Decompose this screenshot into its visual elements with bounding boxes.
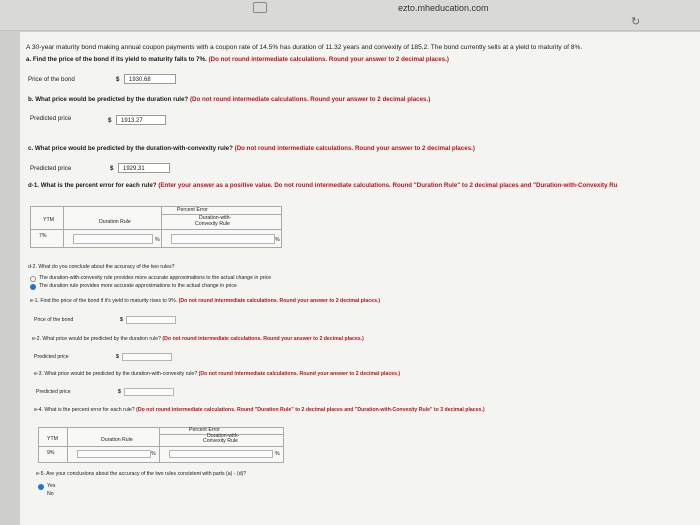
part-d1-instruction: (Enter your answer as a positive value. Do not round intermediate calculations. Round "Duration Rule" to 2 decimal places and "Duration-with-Convexity Ru [158, 182, 618, 189]
convexity-error-input-1[interactable] [171, 234, 275, 244]
price-label: Price of the bond [28, 76, 75, 83]
part-a-prompt [26, 56, 449, 64]
currency-sign: $ [110, 165, 114, 172]
table2-percent-error-header: Percent Error [189, 427, 220, 433]
part-b-prompt [28, 96, 430, 104]
part-e2-instruction: (Do not round intermediate calculations. Round your answer to 2 decimal places.) [162, 336, 364, 342]
e3-predicted-label: Predicted price [36, 389, 71, 395]
currency-sign: $ [116, 354, 119, 360]
e1-price-label: Price of the bond [34, 317, 74, 323]
price-input-c[interactable]: 1929.31 [118, 163, 170, 173]
percent-sign: % [275, 237, 280, 243]
table-divider [39, 446, 283, 447]
table1-convexity-header-2: Convexity Rule [195, 221, 230, 227]
price-input-b[interactable]: 1913.27 [116, 115, 166, 125]
e5-yes-radio[interactable] [38, 484, 44, 490]
percent-sign: % [275, 451, 280, 457]
part-b-instruction: (Do not round intermediate calculations. Round your answer to 2 decimal places.) [189, 96, 431, 103]
part-a-text: a. Find the price of the bond if its yield to maturity falls to 7%. [26, 56, 207, 63]
table2-ytm-value: 9% [47, 450, 55, 456]
part-e4-instruction: (Do not round intermediate calculations. Round "Duration Rule" to 2 decimal places and "Duration-with-Convexity Rule" to 3 decimal places.) [136, 407, 485, 413]
table-divider [63, 207, 64, 247]
part-e3-instruction: (Do not round intermediate calculations. Round your answer to 2 decimal places.) [198, 371, 401, 377]
currency-sign: $ [118, 389, 121, 395]
part-a-instruction: (Do not round intermediate calculations. Round your answer to 2 decimal places.) [208, 56, 449, 63]
percent-sign: % [155, 237, 160, 243]
table1-ytm-header: YTM [43, 217, 54, 223]
part-b-text: b. What price would be predicted by the duration rule? [28, 96, 189, 103]
e2-predicted-label: Predicted price [34, 354, 69, 360]
duration-error-input-2[interactable] [77, 450, 151, 458]
d2-option-2-radio[interactable] [30, 284, 36, 290]
part-e4-prompt [34, 407, 485, 414]
percent-error-table-2 [38, 427, 284, 463]
percent-error-table-1 [30, 206, 282, 248]
part-e1-instruction: (Do not round intermediate calculations. Round your answer to 2 decimal places.) [178, 298, 381, 304]
d2-option-1-radio[interactable] [30, 276, 36, 282]
part-e1-text: e-1. Find the price of the bond if it's yield to maturity rises to 9%. [30, 298, 178, 304]
e5-yes-label: Yes [47, 483, 56, 489]
question-intro: A 30-year maturity bond making annual coupon payments with a coupon rate of 14.5% has duration of 11.32 years and convexity of 185.2. The bond currently sells at a yield to maturity of 8%. [26, 44, 583, 51]
part-e3-prompt [34, 371, 400, 378]
d2-option-1-label: The duration-with-convexity rule provides more accurate approximations to the actual change in price [39, 275, 272, 281]
part-c-prompt [28, 145, 475, 153]
table-divider [67, 428, 68, 462]
table-divider [159, 428, 160, 462]
price-input-e1[interactable] [126, 316, 176, 324]
part-e4-text: e-4. What is the percent error for each rule? [34, 407, 135, 413]
part-c-text: c. What price would be predicted by the duration-with-convexity rule? [28, 145, 233, 152]
percent-sign: % [151, 451, 156, 457]
tabs-icon[interactable] [253, 2, 267, 13]
part-d1-prompt [28, 182, 618, 190]
address-bar[interactable]: ezto.mheducation.com [398, 3, 489, 13]
table-divider [161, 207, 162, 247]
table2-convexity-header-2: Convexity Rule [203, 438, 238, 444]
currency-sign: $ [116, 76, 120, 83]
part-e1-prompt [30, 298, 380, 305]
question-page [20, 32, 700, 525]
currency-sign: $ [120, 317, 123, 323]
predicted-price-label-b: Predicted price [30, 115, 72, 122]
browser-bar [0, 0, 700, 31]
currency-sign: $ [108, 117, 112, 124]
price-input-e2[interactable] [122, 353, 172, 361]
table-divider [31, 229, 281, 230]
duration-error-input-1[interactable] [73, 234, 153, 244]
table1-duration-header: Duration Rule [99, 219, 131, 225]
part-e3-text: e-3. What price would be predicted by the duration-with-convexity rule? [34, 371, 198, 377]
part-c-instruction: (Do not round intermediate calculations. Round your answer to 2 decimal places.) [234, 145, 475, 152]
table2-convexity-header-1: Duration-with- [207, 433, 240, 439]
part-e2-text: e-2. What price would be predicted by the duration rule? [32, 336, 161, 342]
table1-percent-error-header: Percent Error [177, 207, 208, 213]
d2-option-2-label: The duration rule provides more accurate approximations to the actual change in price [39, 283, 237, 289]
part-e2-prompt [32, 336, 364, 343]
part-d1-text: d-1. What is the percent error for each rule? [28, 182, 157, 189]
convexity-error-input-2[interactable] [169, 450, 273, 458]
table2-duration-header: Duration Rule [101, 437, 133, 443]
part-d2-prompt: d-2. What do you conclude about the accuracy of the two rules? [28, 264, 175, 270]
predicted-price-label-c: Predicted price [30, 165, 72, 172]
reload-icon[interactable]: ↻ [631, 16, 641, 28]
table1-ytm-value: 7% [39, 233, 47, 239]
table1-convexity-header-1: Duration-with- [199, 215, 232, 221]
e5-no-label: No [47, 491, 54, 497]
part-e5-prompt: e-5. Are your conclusions about the accuracy of the two rules consistent with parts (a) - (d)? [36, 471, 247, 477]
table2-ytm-header: YTM [47, 436, 58, 442]
price-input-a[interactable]: 1930.68 [124, 74, 176, 84]
price-input-e3[interactable] [124, 388, 174, 396]
